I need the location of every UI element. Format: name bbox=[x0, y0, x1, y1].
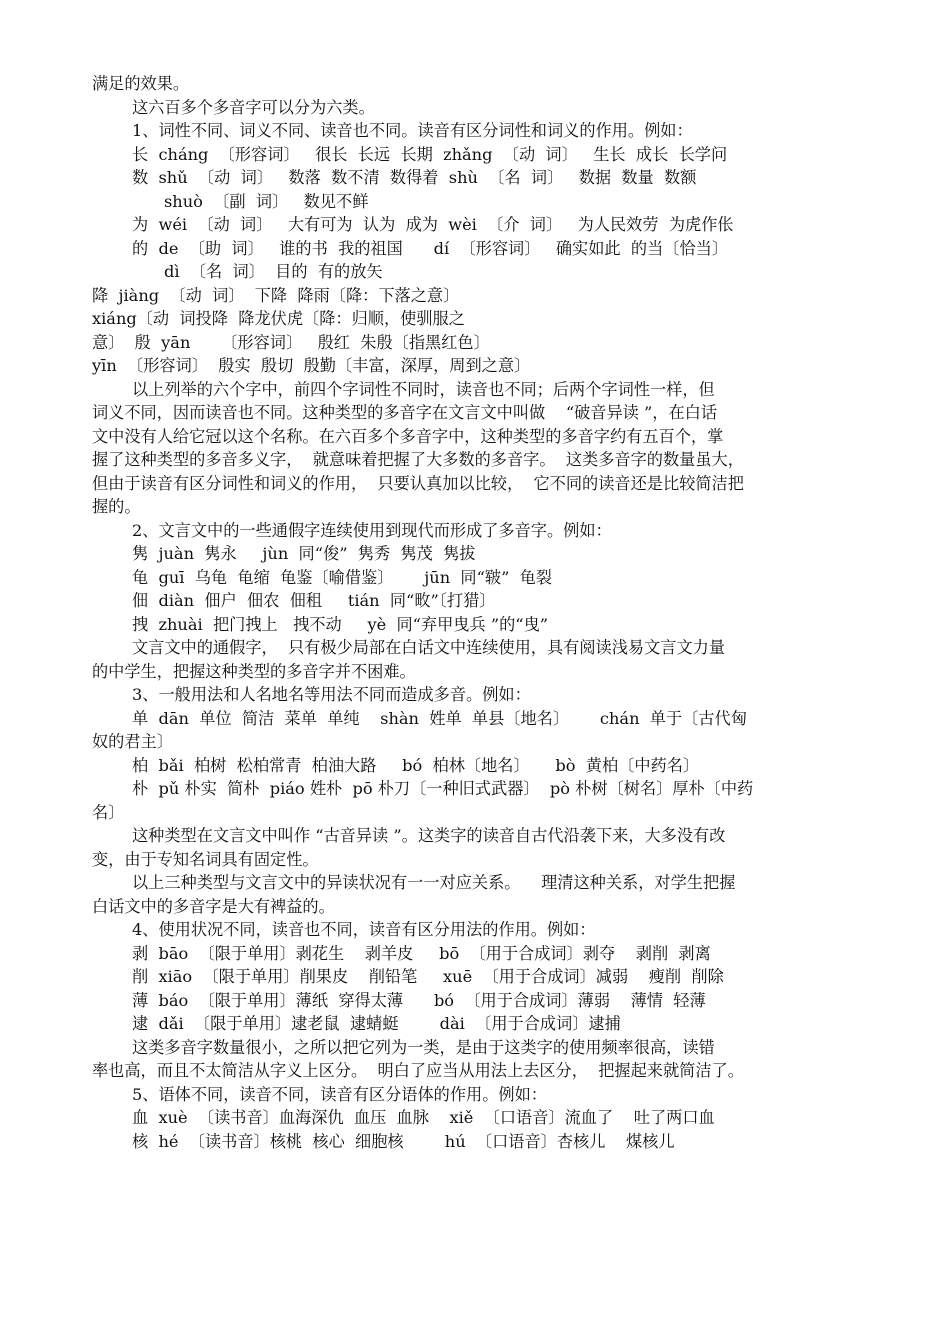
text-line: 握了这种类型的多音多义字， 就意味着把握了大多数的多音字。 这类多音字的数量虽大， bbox=[92, 450, 744, 469]
example-line: 单 dān 单位 简洁 菜单 单纯 shàn 姓单 单县〔地名〕 chán 单于〔古代匈 bbox=[132, 708, 747, 728]
text-line: 以上列举的六个字中，前四个字词性不同时，读音也不同；后两个字词性一样，但 bbox=[132, 379, 715, 399]
section-heading: 5、语体不同，读音不同，读音有区分语体的作用。例如： bbox=[132, 1084, 547, 1104]
example-line: 的 de 〔助 词〕 谁的书 我的祖国 dí 〔形容词〕 确实如此 的当〔恰当〕 bbox=[132, 238, 729, 258]
text-line: 握的。 bbox=[92, 497, 141, 516]
section-heading: 3、一般用法和人名地名等用法不同而造成多音。例如： bbox=[132, 685, 531, 704]
text-line: 这六百多个多音字可以分为六类。 bbox=[132, 97, 375, 117]
text-line: 率也高，而且不太简洁从字义上区分。 明白了应当从用法上去区分， 把握起来就简洁了。 bbox=[92, 1061, 744, 1080]
section-heading: 1、词性不同、词义不同、读音也不同。读音有区分词性和词义的作用。例如： bbox=[132, 121, 693, 140]
text-line: 但由于读音有区分词性和词义的作用， 只要认真加以比较， 它不同的读音还是比较简洁把 bbox=[92, 473, 744, 493]
text-line: 文中没有人给它冠以这个名称。在六百多个多音字中，这种类型的多音字约有五百个，掌 bbox=[92, 426, 724, 446]
example-line: dì 〔名 词〕 目的 有的放矢 bbox=[164, 262, 383, 281]
example-line: 隽 juàn 隽永 jùn 同“俊” 隽秀 隽茂 隽拔 bbox=[132, 544, 476, 563]
text-line: 变，由于专知名词具有固定性。 bbox=[92, 849, 319, 869]
text-line: 这种类型在文言文中叫作 “古音异读 ”。这类字的读音自古代沿袭下来，大多没有改 bbox=[132, 826, 726, 845]
text-line: 文言文中的通假字， 只有极少局部在白话文中连续使用，具有阅读浅易文言文力量 bbox=[132, 638, 726, 657]
example-line: 降 jiàng 〔动 词〕 下降 降雨〔降：下落之意〕 bbox=[92, 285, 460, 305]
example-line: 数 shǔ 〔动 词〕 数落 数不清 数得着 shù 〔名 词〕 数据 数量 数额 bbox=[132, 168, 697, 187]
example-line: 逮 dǎi 〔限于单用〕逮老鼠 逮蜻蜓 dài 〔用于合成词〕逮捕 bbox=[132, 1014, 621, 1033]
section-heading: 2、文言文中的一些通假字连续使用到现代而形成了多音字。例如： bbox=[132, 520, 612, 540]
example-line: 血 xuè 〔读书音〕血海深仇 血压 血脉 xiě 〔口语音〕流血了 吐了两口血 bbox=[132, 1108, 715, 1127]
text-line: 这类多音字数量很小，之所以把它列为一类，是由于这类字的使用频率很高，读错 bbox=[132, 1037, 715, 1057]
example-line: shuò 〔副 词〕 数见不鲜 bbox=[164, 191, 369, 211]
text-line: 以上三种类型与文言文中的异读状况有一一对应关系。 理清这种关系，对学生把握 bbox=[132, 873, 736, 892]
example-line: yīn 〔形容词〕 殷实 殷切 殷勤〔丰富，深厚，周到之意〕 bbox=[92, 356, 531, 375]
example-line: 柏 bǎi 柏树 松柏常青 柏油大路 bó 柏林〔地名〕 bò 黄柏〔中药名〕 bbox=[132, 755, 700, 775]
example-line: 意〕 殷 yān 〔形容词〕 殷红 朱殷〔指黑红色〕 bbox=[92, 332, 490, 352]
example-line: 剥 bāo 〔限于单用〕剥花生 剥羊皮 bō 〔用于合成词〕剥夺 剥削 剥离 bbox=[132, 943, 711, 963]
example-line: 削 xiāo 〔限于单用〕削果皮 削铅笔 xuē 〔用于合成词〕减弱 瘦削 削除 bbox=[132, 967, 724, 986]
example-line: 为 wéi 〔动 词〕 大有可为 认为 成为 wèi 〔介 词〕 为人民效劳 为虎作伥 bbox=[132, 215, 734, 234]
example-line: 朴 pǔ 朴实 简朴 piáo 姓朴 pō 朴刀〔一种旧式武器〕 pò 朴树〔树名〕厚朴〔中药 bbox=[132, 779, 754, 798]
example-line: 薄 báo 〔限于单用〕薄纸 穿得太薄 bó 〔用于合成词〕薄弱 薄情 轻薄 bbox=[132, 990, 706, 1010]
text-line: 词义不同，因而读音也不同。这种类型的多音字在文言文中叫做 “破音异读 ”，在白话 bbox=[92, 403, 718, 422]
example-line: 拽 zhuài 把门拽上 拽不动 yè 同“弃甲曳兵 ”的“曳” bbox=[132, 614, 549, 634]
example-line: 核 hé 〔读书音〕核桃 核心 细胞核 hú 〔口语音〕杏核儿 煤核儿 bbox=[132, 1131, 675, 1151]
example-line: 龟 guī 乌龟 龟缩 龟鉴〔喻借鉴〕 jūn 同“皲” 龟裂 bbox=[132, 567, 553, 587]
example-line: xiáng〔动 词投降 降龙伏虎〔降：归顺，使驯服之 bbox=[92, 309, 465, 328]
text-line: 满足的效果。 bbox=[92, 74, 190, 93]
text-line: 的中学生，把握这种类型的多音字并不困难。 bbox=[92, 661, 416, 681]
example-line: 名〕 bbox=[92, 802, 125, 822]
section-heading: 4、使用状况不同，读音也不同，读音有区分用法的作用。例如： bbox=[132, 920, 596, 939]
example-line: 佃 diàn 佃户 佃农 佃租 tián 同“畋”〔打猎〕 bbox=[132, 591, 496, 610]
example-line: 奴的君主〕 bbox=[92, 732, 173, 751]
example-line: 长 cháng 〔形容词〕 很长 长远 长期 zhǎng 〔动 词〕 生长 成长 长学问 bbox=[132, 144, 728, 164]
text-line: 白话文中的多音字是大有裨益的。 bbox=[92, 896, 335, 916]
